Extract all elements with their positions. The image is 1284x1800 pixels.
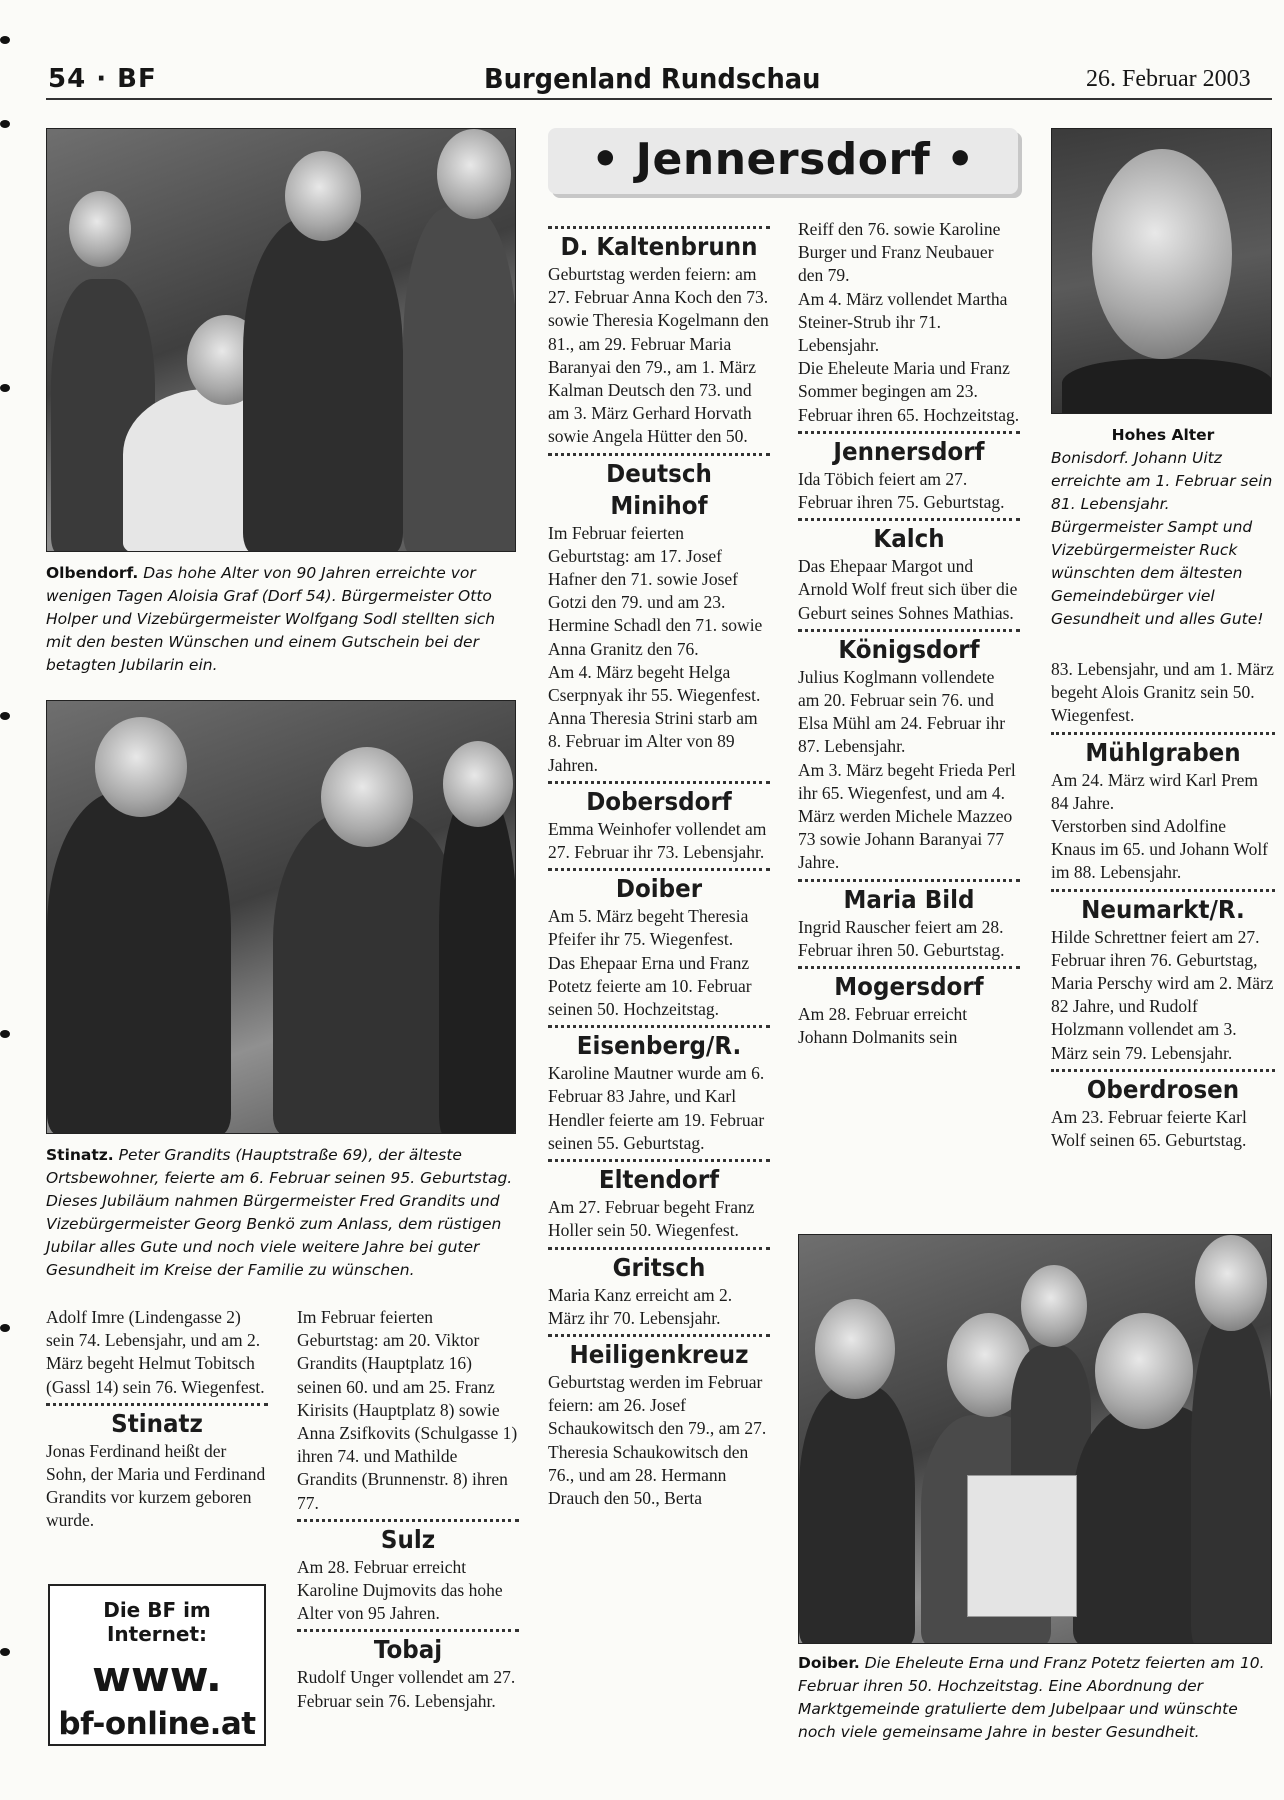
text-block: Ingrid Rauscher feiert am 28. Februar ihren 50. Geburtstag. [798, 916, 1005, 960]
text-block: Jonas Ferdinand heißt der Sohn, der Maria und Ferdinand Grandits vor kurzem geboren wurde. [46, 1440, 266, 1531]
text-block: Rudolf Unger vollendet am 27. Februar sein 76. Lebensjahr. [297, 1667, 516, 1711]
text-block: Am 23. Februar feierte Karl Wolf seinen 65. Geburtstag. [1051, 1106, 1247, 1151]
text-block: Anna Theresia Strini starb am 8. Februar im Alter von 89 Jahren. [548, 708, 758, 775]
heading: Jennersdorf [833, 436, 985, 466]
column-a [46, 1306, 268, 1533]
binder-hole [0, 712, 10, 720]
heading: Königsdorf [838, 634, 980, 664]
text-block: Am 5. März begeht Theresia Pfeifer ihr 75. Wiegenfest. [548, 906, 749, 950]
heading-sulz: Sulz [380, 1524, 436, 1554]
text-block: Im Februar feierten Geburtstag: am 17. Josef Hafner den 71. sowie Josef Gotzi den 79. und am 23. Hermine Schadl den 71. sowie Anna Granitz den 76. [548, 522, 763, 659]
binder-hole [0, 384, 10, 392]
text-block: Am 3. März begeht Frieda Perl ihr 65. Wiegenfest, und am 4. März werden Michele Mazzeo 73 sowie Johann Baranyai 77 Jahre. [798, 759, 1016, 873]
page-number: 54 · BF [48, 64, 157, 94]
text-block: Geburtstag werden im Februar feiern: am 26. Josef Schaukowitsch den 79., am 27. Theresia Schaukowitsch den 76., und am 28. Hermann Drauch den 50., Berta [548, 1371, 767, 1508]
heading: Doiber [615, 874, 703, 904]
heading: Maria Bild [843, 884, 975, 914]
caption-olbendorf [46, 562, 520, 677]
binder-hole [0, 36, 10, 44]
netbox-url[interactable]: bf-online.at [58, 1706, 256, 1742]
heading-tobaj: Tobaj [373, 1635, 443, 1665]
text-block: Am 4. März vollendet Martha Steiner-Strub ihr 71. Lebensjahr. [798, 288, 1008, 356]
netbox-label: Die BF im Internet: [103, 1598, 211, 1646]
heading: Neumarkt/R. [1081, 894, 1245, 924]
binder-hole [0, 120, 10, 128]
issue-date: 26. Februar 2003 [1086, 66, 1251, 92]
heading: Mogersdorf [834, 972, 984, 1002]
binder-hole [0, 1030, 10, 1038]
header-rule [46, 98, 1272, 100]
text-block: 83. Lebensjahr, und am 1. März begeht Alois Granitz sein 50. Wiegenfest. [1051, 659, 1274, 726]
caption-doiber [798, 1652, 1278, 1744]
text-block: Am 27. Februar begeht Franz Holler sein 50. Wiegenfest. [548, 1197, 755, 1241]
heading: Dobersdorf [586, 786, 732, 816]
binder-hole [0, 1648, 10, 1656]
text-block: Ida Töbich feiert am 27. Februar ihren 75. Geburtstag. [798, 468, 1005, 513]
caption-text: Die Eheleute Erna und Franz Potetz feierten am 10. Februar ihren 50. Hochzeitstag. Eine Abordnung der Marktgemeinde gratulierte dem Jubelpaar und wünschte noch viele gemeinsame Jahre in bester Gesundheit. [798, 1654, 1265, 1741]
photo-olbendorf [46, 128, 516, 552]
caption-hohes-alter [1051, 424, 1275, 631]
photo-doiber [798, 1234, 1272, 1644]
text-block: Im Februar feierten Geburtstag: am 20. Viktor Grandits (Hauptplatz 16) seinen 60. und am 25. Franz Kirisits (Hauptplatz 8) sowie Anna Zsifkovits (Schulgasse 1) ihren 74. und Mathilde Grandits (Brunnenstr. 8) ihren 77. [297, 1307, 518, 1513]
heading: Mühlgraben [1085, 737, 1241, 767]
heading: Eisenberg/R. [576, 1031, 742, 1061]
column-e [1051, 658, 1275, 1152]
caption-place: Olbendorf. [46, 564, 139, 582]
text-block: Am 28. Februar erreicht Karoline Dujmovits das hohe Alter von 95 Jahren. [297, 1556, 503, 1624]
internet-box [48, 1584, 266, 1746]
photo-hohes-alter [1051, 128, 1272, 414]
heading: Deutsch Minihof [606, 458, 712, 520]
text-block: Reiff den 76. sowie Karoline Burger und Franz Neubauer den 79. [798, 219, 1001, 286]
heading: D. Kaltenbrunn [560, 232, 758, 261]
caption-place: Stinatz. [46, 1146, 114, 1164]
text-block: Am 28. Februar erreicht Johann Dolmanits sein [798, 1004, 968, 1048]
netbox-www: www. [92, 1652, 222, 1701]
caption-place: Doiber. [798, 1654, 860, 1672]
heading: Eltendorf [598, 1165, 720, 1195]
heading: Heiligenkreuz [569, 1339, 749, 1369]
heading: Gritsch [612, 1252, 706, 1282]
text-block: Am 24. März wird Karl Prem 84 Jahre. [1051, 769, 1259, 813]
heading: Oberdrosen [1086, 1074, 1240, 1104]
caption-title: Hohes Alter [1111, 426, 1215, 444]
section-banner: • Jennersdorf • [548, 128, 1018, 194]
text-block: Das Ehepaar Erna und Franz Potetz feierte am 10. Februar seinen 50. Hochzeitstag. [548, 952, 752, 1020]
caption-text: Das hohe Alter von 90 Jahren erreichte vor wenigen Tagen Aloisia Graf (Dorf 54). Bürgermeister Otto Holper und Vizebürgermeister Wolfgang Sodl stellten sich mit den besten Wünschen und einem Gutschein bei der betagten Jubilarin ein. [46, 564, 496, 674]
text-block: Julius Koglmann vollendete am 20. Februar sein 76. und Elsa Mühl am 24. Februar ihr 87. Lebensjahr. [798, 666, 1006, 757]
text-block: Die Eheleute Maria und Franz Sommer begingen am 23. Februar ihren 65. Hochzeitstag. [798, 358, 1020, 425]
text-block: Das Ehepaar Margot und Arnold Wolf freut sich über die Geburt seines Sohnes Mathias. [798, 556, 1018, 623]
text-block: Hilde Schrettner feiert am 27. Februar ihren 76. Geburtstag, Maria Perschy wird am 2. März 82 Jahre, und Rudolf Holzmann vollendet am 3. März sein 79. Lebensjahr. [1051, 926, 1274, 1063]
column-c [548, 222, 770, 1510]
heading-stinatz: Stinatz [111, 1408, 203, 1438]
binder-hole [0, 1324, 10, 1332]
text-block: Am 4. März begeht Helga Cserpnyak ihr 55. Wiegenfest. [548, 661, 761, 706]
heading: Kalch [873, 524, 945, 554]
photo-stinatz [46, 700, 516, 1134]
text-block: Adolf Imre (Lindengasse 2) sein 74. Lebensjahr, und am 2. März begeht Helmut Tobitsch (Gassl 14) sein 76. Wiegenfest. [46, 1307, 265, 1397]
newspaper-title: Burgenland Rundschau [484, 62, 821, 95]
caption-stinatz [46, 1144, 520, 1282]
text-block: Verstorben sind Adolfine Knaus im 65. und Johann Wolf im 88. Lebensjahr. [1051, 816, 1269, 883]
text-block: Maria Kanz erreicht am 2. März ihr 70. Lebensjahr. [548, 1284, 733, 1328]
text-block: Geburtstag werden feiern: am 27. Februar Anna Koch den 73. sowie Theresia Kogelmann den 81., am 29. Februar Maria Baranyai den 79., am 1. März Kalman Deutsch den 73. und am 3. März Gerhard Horvath sowie Angela Hütter den 50. [548, 264, 769, 447]
column-d [798, 218, 1020, 1049]
text-block: Emma Weinhofer vollendet am 27. Februar ihr 73. Lebensjahr. [548, 818, 767, 863]
column-b [297, 1306, 519, 1713]
caption-text: Peter Grandits (Hauptstraße 69), der älteste Ortsbewohner, feierte am 6. Februar seinen 95. Geburtstag. Dieses Jubiläum nahmen Bürgermeister Fred Grandits und Vizebürgermeister Georg Benkö zum Anlass, dem rüstigen Jubilar alles Gute und noch viele weitere Jahre bei guter Gesundheit im Kreise der Familie zu wünschen. [46, 1146, 513, 1279]
text-block: Karoline Mautner wurde am 6. Februar 83 Jahre, und Karl Hendler feierte am 19. Februar seinen 55. Geburtstag. [548, 1063, 765, 1153]
caption-text: Bonisdorf. Johann Uitz erreichte am 1. Februar sein 81. Lebensjahr. Bürgermeister Sampt und Vizebürgermeister Ruck wünschten dem ältesten Gemeindebürger viel Gesundheit und alles Gute! [1051, 449, 1273, 628]
